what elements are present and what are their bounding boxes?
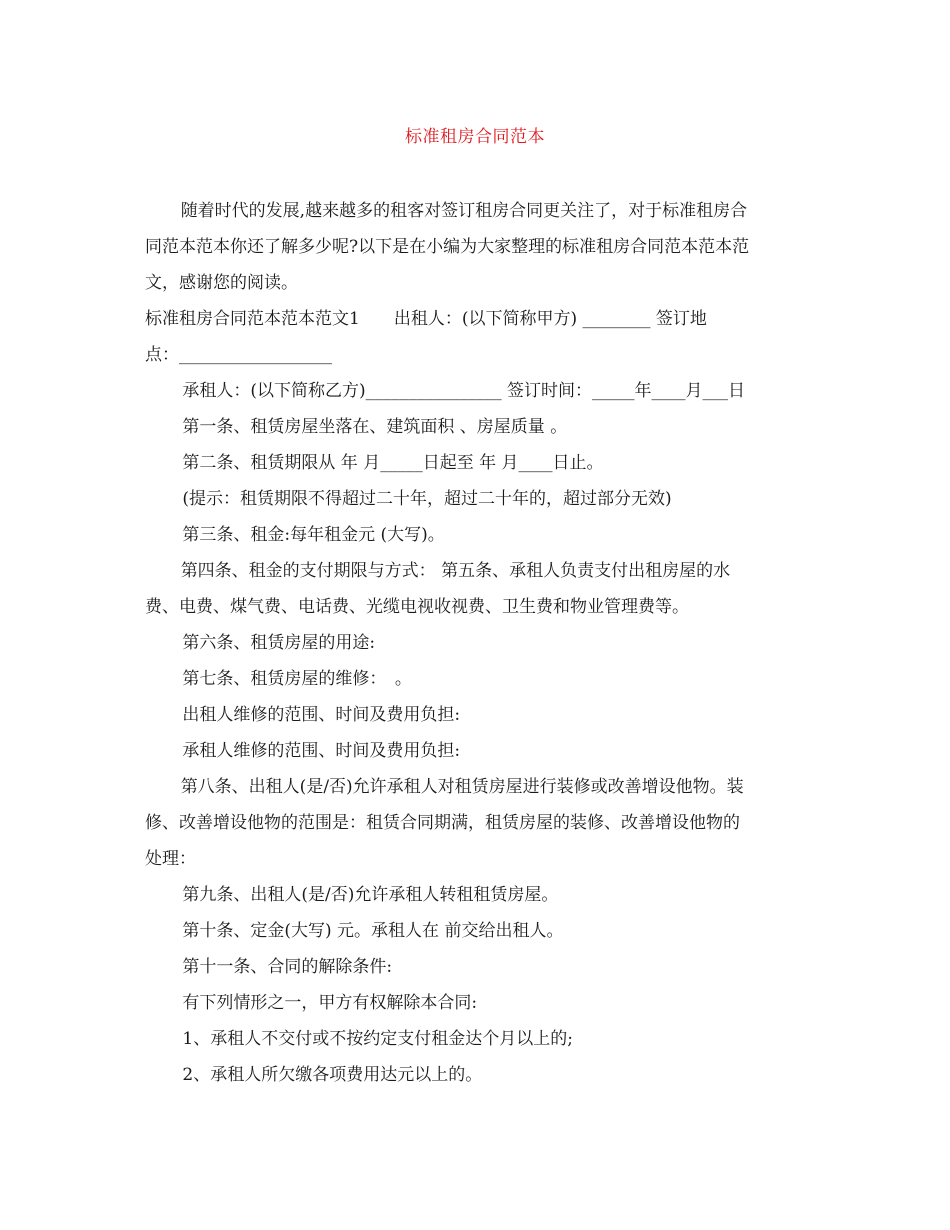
lessee-repair-line: 承租人维修的范围、时间及费用负担: <box>182 741 461 761</box>
article-4 <box>145 553 810 625</box>
article-1: 第一条、租赁房屋坐落在、建筑面积 、房屋质量 。 <box>182 417 568 437</box>
article-8-line-3: 处理： <box>145 849 196 869</box>
article-8-line-2: 修、改善增设他物的范围是：租赁合同期满，租赁房屋的装修、改善增设他物的 <box>145 813 740 833</box>
lessee-line: 承租人：(以下简称乙方)________________ 签订时间：_____年____月___日 <box>182 381 746 401</box>
intro-line-1: 随着时代的发展,越来越多的租客对签订租房合同更关注了，对于标准租房合 <box>180 201 748 221</box>
document-body <box>145 193 810 1093</box>
tip-line: (提示：租赁期限不得超过二十年，超过二十年的，超过部分无效) <box>182 489 672 509</box>
article-3: 第三条、租金:每年租金元 (大写)。 <box>182 525 445 545</box>
intro-line-2: 同范本范本你还了解多少呢?以下是在小编为大家整理的标准租房合同范本范本范 <box>145 237 750 257</box>
termination-item-1: 1、承租人不交付或不按约定支付租金达个月以上的; <box>182 1029 573 1049</box>
lessor-paragraph <box>145 301 810 373</box>
article-4-line-2: 费、电费、煤气费、电话费、光缆电视收视费、卫生费和物业管理费等。 <box>145 597 689 617</box>
article-8 <box>145 769 810 877</box>
lessor-repair-line: 出租人维修的范围、时间及费用负担: <box>182 705 461 725</box>
article-7: 第七条、租赁房屋的维修： 。 <box>182 669 412 689</box>
document-title: 标准租房合同范本 <box>405 127 545 147</box>
intro-paragraph <box>145 193 810 301</box>
article-9: 第九条、出租人(是/否)允许承租人转租租赁房屋。 <box>182 885 559 905</box>
intro-line-3: 文，感谢您的阅读。 <box>145 273 298 293</box>
article-8-line-1: 第八条、出租人(是/否)允许承租人对租赁房屋进行装修或改善增设他物。装 <box>180 777 744 797</box>
article-6: 第六条、租赁房屋的用途: <box>182 633 376 653</box>
lessor-line-1: 标准租房合同范本范本范文1 出租人：(以下简称甲方) ________ 签订地 <box>145 309 707 329</box>
article-11-lead: 有下列情形之一，甲方有权解除本合同: <box>182 993 478 1013</box>
article-11: 第十一条、合同的解除条件: <box>182 957 393 977</box>
article-10: 第十条、定金(大写) 元。承租人在 前交给出租人。 <box>182 921 564 941</box>
lessor-line-2: 点：__________________ <box>145 345 332 365</box>
article-2: 第二条、租赁期限从 年 月_____日起至 年 月____日止。 <box>182 453 604 473</box>
article-4-line-1: 第四条、租金的支付期限与方式： 第五条、承租人负责支付出租房屋的水 <box>180 561 731 581</box>
termination-item-2: 2、承租人所欠缴各项费用达元以上的。 <box>182 1065 483 1085</box>
